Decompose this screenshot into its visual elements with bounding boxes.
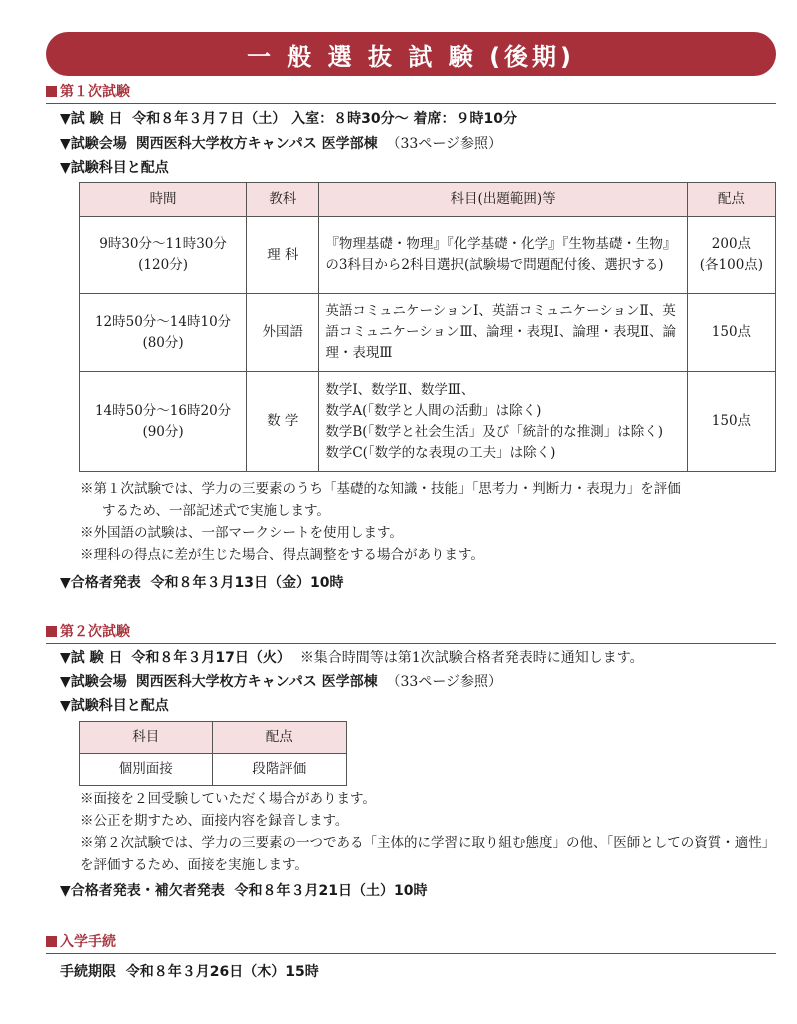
first-announce-line: ▼合格者発表 令和８年３月13日（金）10時 xyxy=(60,575,344,591)
table-row: 9時30分〜11時30分 (120分) 理 科 『物理基礎・物理』『化学基礎・化学』『生物基礎・生物』の3科目から2科目選択(試験場で問題配付後、選択する) 200点 (各100点) xyxy=(80,217,776,294)
page-title: 一 般 選 抜 試 験 (後期) xyxy=(246,42,576,71)
first-subjects-label: ▼試験科目と配点 xyxy=(60,160,169,176)
first-venue-line: ▼試験会場 関西医科大学枚方キャンパス 医学部棟 （33ページ参照） xyxy=(60,136,503,152)
table-row: 個別面接 段階評価 xyxy=(80,754,347,786)
second-date-line: ▼試 験 日 令和８年３月17日（火） ※集合時間等は第1次試験合格者発表時に通知します。 xyxy=(60,650,644,666)
second-venue-line: ▼試験会場 関西医科大学枚方キャンパス 医学部棟 （33ページ参照） xyxy=(60,674,503,690)
second-subjects-label: ▼試験科目と配点 xyxy=(60,698,169,714)
table-row: 14時50分〜16時20分 (90分) 数 学 数学Ⅰ、数学Ⅱ、数学Ⅲ、 数学A(「数学と人間の活動」は除く) 数学B(「数学と社会生活」及び「統計的な推測」は除く) 数学C(「数学的な表現の工夫」は除く) 150点 xyxy=(80,372,776,472)
square-bullet-icon xyxy=(46,626,57,637)
section-enrollment: 入学手続 xyxy=(46,933,776,954)
first-notes: ※第１次試験では、学力の三要素のうち「基礎的な知識・技能」「思考力・判断力・表現力」を評価 するため、一部記述式で実施します。 ※外国語の試験は、一部マークシートを使用します。 ※理科の得点に差が生じた場合、得点調整をする場合があります。 xyxy=(80,481,681,563)
table-header-row: 時間 教科 科目(出題範囲)等 配点 xyxy=(80,183,776,217)
table-row: 12時50分〜14時10分 (80分) 外国語 英語コミュニケーションⅠ、英語コミュニケーションⅡ、英語コミュニケーションⅢ、論理・表現Ⅰ、論理・表現Ⅱ、論理・表現Ⅲ 150点 xyxy=(80,294,776,372)
first-date-line: ▼試 験 日 令和８年３月７日（土） 入室：８時30分〜 着席：９時10分 xyxy=(60,111,517,127)
square-bullet-icon xyxy=(46,86,57,97)
table-header-row: 科目 配点 xyxy=(80,722,347,754)
square-bullet-icon xyxy=(46,936,57,947)
section-second-exam: 第２次試験 xyxy=(46,623,776,644)
title-banner xyxy=(46,32,776,76)
second-exam-table xyxy=(79,721,347,786)
first-exam-table xyxy=(79,182,776,472)
section-first-exam: 第１次試験 xyxy=(46,83,776,104)
second-announce-line: ▼合格者発表・補欠者発表 令和８年３月21日（土）10時 xyxy=(60,883,428,899)
enroll-deadline-line: 手続期限 令和８年３月26日（木）15時 xyxy=(60,964,319,980)
second-notes: ※面接を２回受験していただく場合があります。 ※公正を期すため、面接内容を録音します。 ※第２次試験では、学力の三要素の一つである「主体的に学習に取り組む態度」の他、「医師としての資質・適性」を評価するため、面接を実施します。 xyxy=(80,791,776,873)
